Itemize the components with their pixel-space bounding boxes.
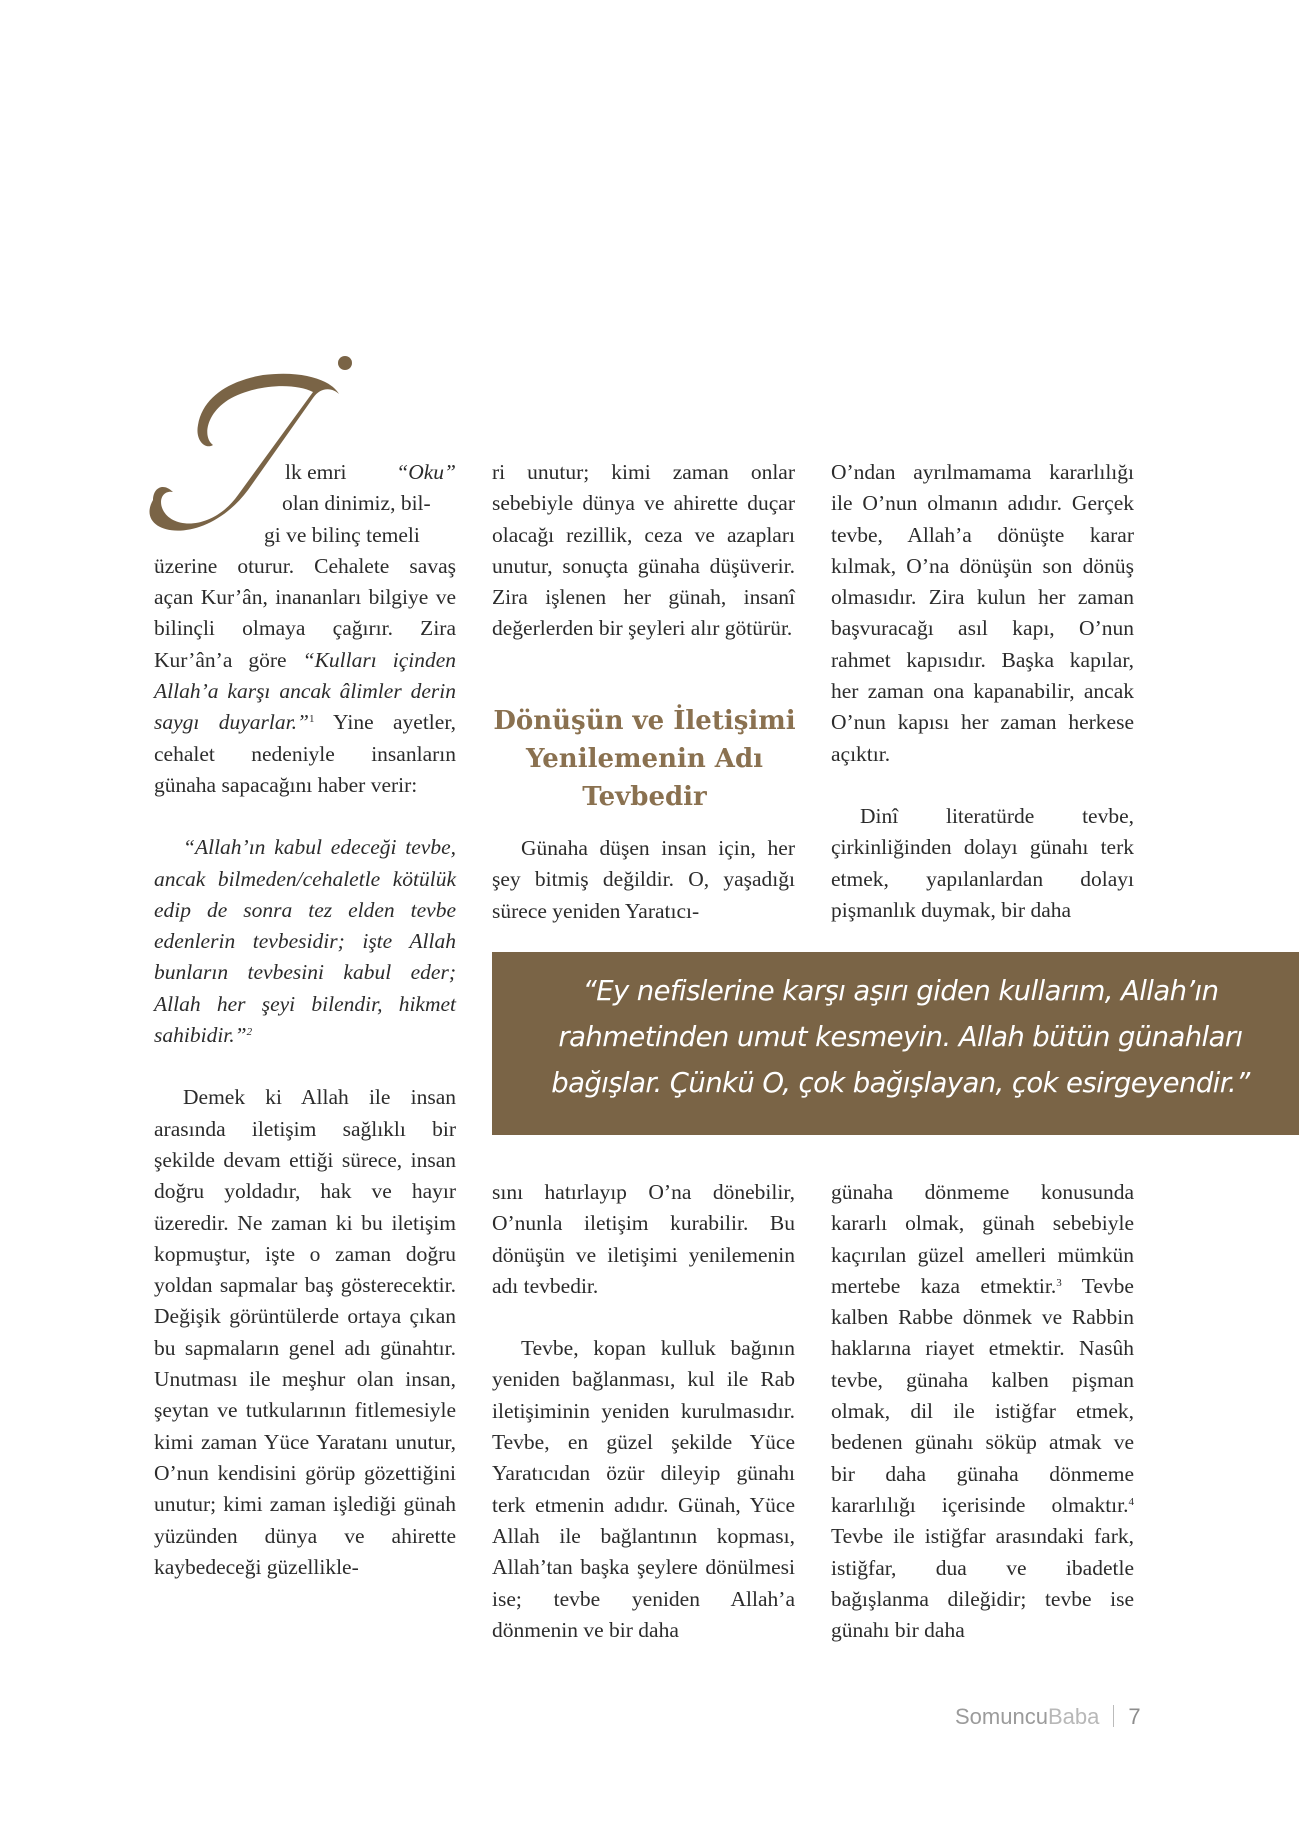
paragraph-col2-4: Tevbe, kopan kulluk bağının yeniden bağlanması, kul ile Rab iletişiminin yeniden kurulmasıdır. Tevbe, en güzel şekilde Yüce Yaratıcıdan özür dileyip günahı terk etmenin adıdır. Günah, Yüce Allah ile bağlantının kopması, Allah’tan başka şeylere dönülmesi ise; tevbe yeniden Allah’a dönmenin ve bir daha (492, 1336, 795, 1642)
intro-line-2: olan dinimiz, bil- (282, 491, 431, 516)
quote-ayah-tevbe: “Allah’ın kabul edeceği tevbe, ancak bilmeden/cehaletle kötülük edip de sonra tez elden tevbe edenlerin tevbesidir; işte Allah bunların tevbesini kabul eder; Allah her şeyi bilendir, hikmet sahibidir.”$^2$ (154, 835, 456, 1048)
section-heading: Dönüşün ve İletişimi Yenilemenin Adı Tevbedir (493, 706, 796, 812)
intro-quote: “Kulları içinden Allah’a karşı ancak âlimler derin saygı duyarlar.” (154, 647, 457, 735)
paragraph-col3-1: O’ndan ayrılmamama kararlılığı ile O’nun olmanın adıdır. Gerçek tevbe, Allah’a dönüşte karar kılmak, O’na dönüşün son dönüş olmasıdır. Zira kulun her zaman başvuracağı asıl kapı, O’nun rahmet kapısıdır. Başka kapılar, her zaman ona kapanabilir, ancak O’nun kapısı her zaman herkese açıktır. (831, 460, 1134, 766)
intro-line-3: gi ve bilinç temeli (264, 522, 420, 547)
intro-first-words: lk emri (285, 460, 347, 484)
page-footer (955, 1704, 1141, 1734)
paragraph-col2-1: ri unutur; kimi zaman onlar sebebiyle dünya ve ahirette duçar olacağı rezillik, ceza ve azapları unutur, sonuçta günaha düşüverir. Zira işlenen her günah, insanî değerlerden bir şeyleri alır götürür. (492, 460, 795, 641)
footnote-3: 3 (1056, 1276, 1062, 1289)
paragraph-col2-3: sını hatırlayıp O’na dönebilir, O’nunla iletişim kurabilir. Bu dönüşün ve iletişimi yenilemenin adı tevbedir. (492, 1180, 795, 1298)
pull-quote-text (532, 968, 1269, 1106)
pull-quote-line-3: bağışlar. Çünkü O, çok bağışlayan, çok esirgeyendir.” (551, 1067, 1250, 1099)
pull-quote-line-2: rahmetinden umut kesmeyin. Allah bütün günahları (558, 1021, 1243, 1053)
column-2-top (492, 457, 795, 645)
paragraph-col2-2: Günaha düşen insan için, her şey bitmiş değildir. O, yaşadığı sürece yeniden Yaratıcı- (492, 836, 795, 923)
footnote-4: 4 (1128, 1495, 1134, 1508)
paragraph-col3-3: günaha dönmeme konusunda kararlı olmak, günah sebebiyle kaçırılan güzel amelleri mümkün mertebe kaza etmektir.$^3$ Tevbe kalben Rabbe dönmek ve Rabbin haklarına riayet etmektir. Nasûh tevbe, günaha kalben pişman olmak, dil ile istiğfar etmek, bedenen günahı söküp atmak ve bir daha günaha dönmeme kararlılığı içerisinde olmaktır.$^4$ Tevbe ile istiğfar arasındaki fark, istiğfar, dua ve ibadetle bağışlanma dileğidir; tevbe ise günahı bir daha (831, 1180, 1134, 1643)
page-number: 7 (1128, 1704, 1141, 1729)
intro-tail: Yine ayetler, cehalet nedeniyle insanların günaha sapacağını haber verir: (154, 710, 456, 797)
footnote-2: 2 (246, 1026, 253, 1039)
intro-paragraph (154, 457, 456, 801)
footer-divider (1113, 1705, 1114, 1727)
column-3-top (831, 457, 1134, 926)
column-1 (154, 457, 456, 1583)
pull-quote-line-1: “Ey nefislerine karşı aşırı giden kullarım, Allah’ın (582, 975, 1219, 1007)
pull-quote-band (492, 952, 1299, 1135)
paragraph-col3-2: Dinî literatürde tevbe, çirkinliğinden dolayı günahı terk etmek, yapılanlardan dolayı pişmanlık duymak, bir daha (831, 803, 1134, 922)
paragraph-iletisim: Demek ki Allah ile insan arasında iletişim sağlıklı bir şekilde devam ettiği sürece, insan doğru yoldadır, hak ve hayır üzeredir. Ne zaman ki bu iletişim kopmuştur, işte o zaman doğru yoldan sapmalar baş gösterecektir. Değişik görüntülerde ortaya çıkan bu sapmaların genel adı günahtır. Unutması ile meşhur olan insan, şeytan ve tutkularının fitlemesiyle kimi zaman Yüce Yaratanı unutur, O’nun kendisini görüp gözettiğini unutur; kimi zaman işlediği günah yüzünden dünya ve ahirette kaybedeceği güzellikle- (154, 1085, 456, 1579)
footnote-1: 1 (308, 713, 315, 726)
column-3-bottom (831, 1177, 1134, 1646)
column-2-mid (492, 833, 795, 927)
oku-word: “Oku” (396, 460, 456, 484)
intro-body: üzerine oturur. Cehalete savaş açan Kur’ân, inananları bilgiye ve bilinçli olmaya çağırır. Zira Kur’ân’a göre (154, 553, 456, 672)
column-2-bottom (492, 1177, 795, 1646)
brand-logo: SomuncuBaba (955, 1704, 1100, 1729)
